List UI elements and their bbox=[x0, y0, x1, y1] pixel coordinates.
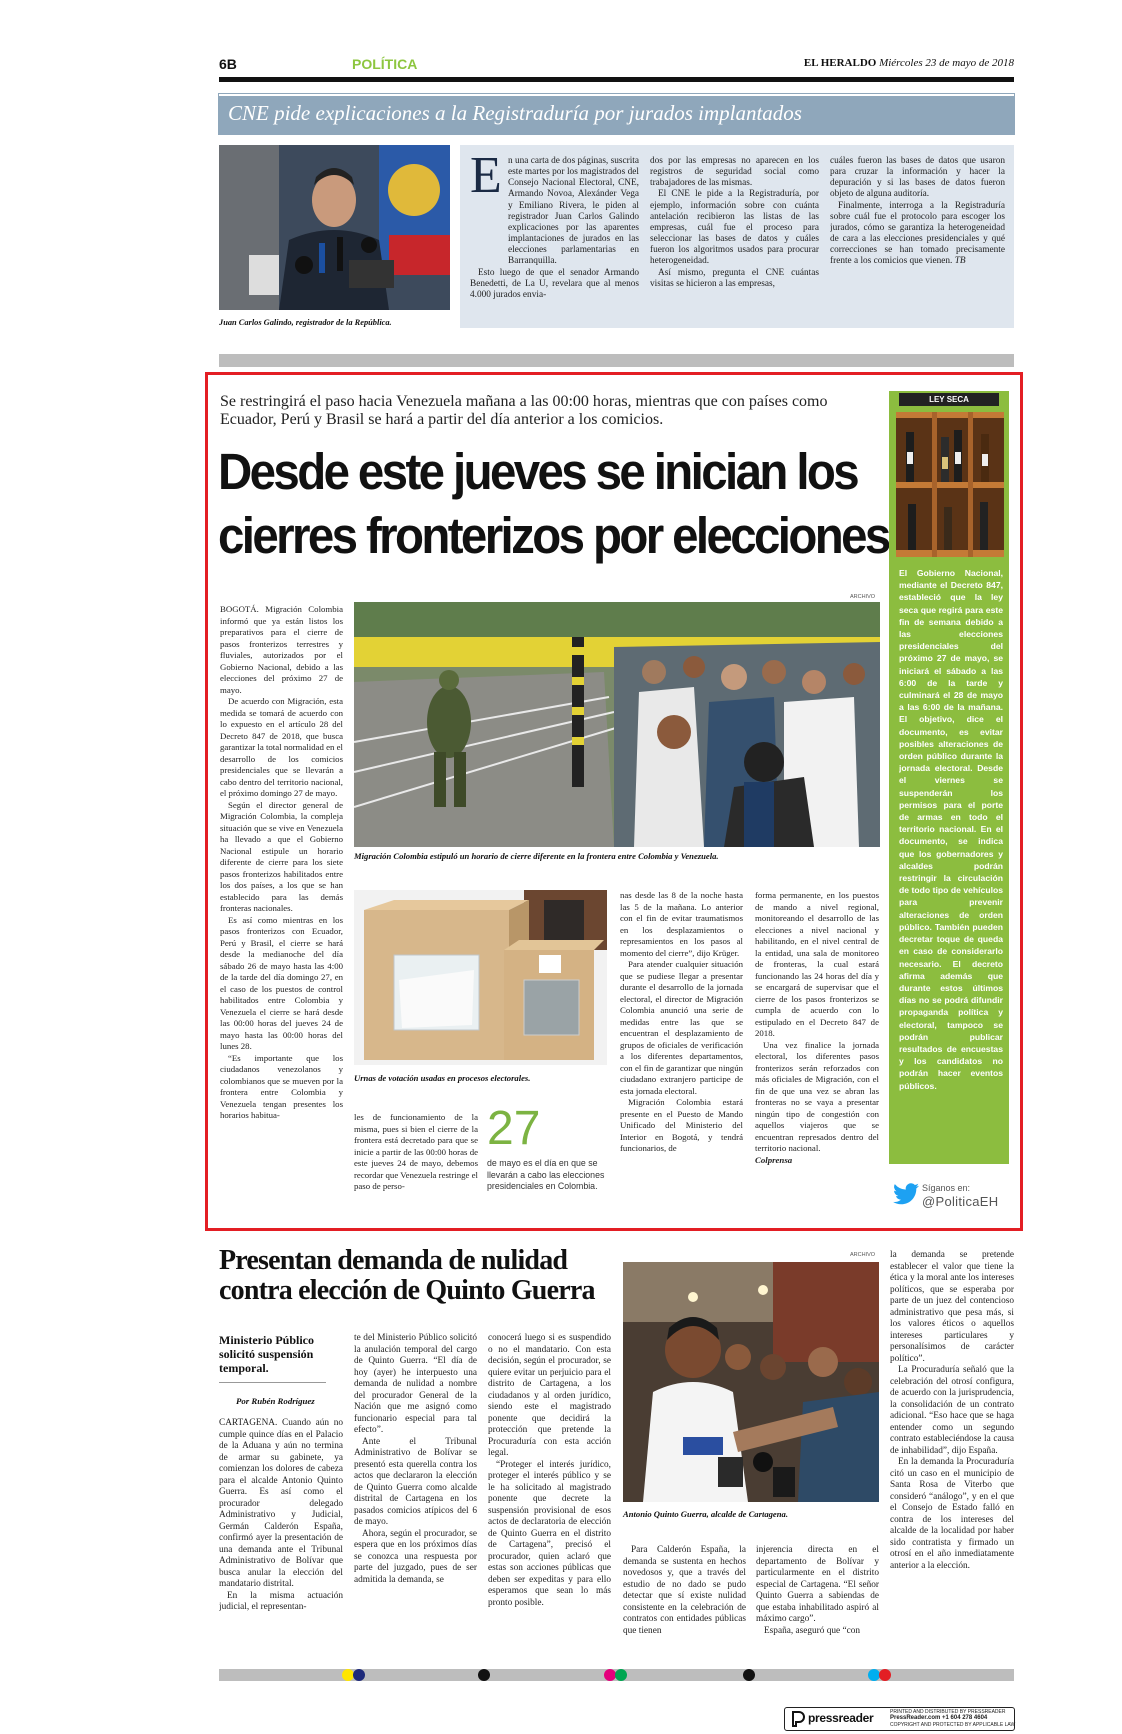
pressreader-fineprint bbox=[890, 1709, 1015, 1728]
story3-col3-p1: conocerá luego si es suspendido o no el mandatario. Con esta decisión, según el procurador, se quiere evitar un perjuicio para el distrito de Cartagena, a los ciudadanos y al orden jurídico, siendo este el magistrado ponente que decidirá la protección que pretende la Procuraduría con esta acción legal. bbox=[488, 1333, 611, 1458]
story3-byline: Por Rubén Rodríguez bbox=[236, 1396, 315, 1406]
registration-dot-red bbox=[879, 1669, 891, 1681]
story2-colB-p1: les de funcionamiento de la misma, pues si bien el cierre de la frontera está decretado para que se inicie a partir de las 00:00 horas de este jueves 24 de mayo, debemos recordar que Venezuela restringe el paso de perso- bbox=[354, 1112, 478, 1191]
sidebar-label: LEY SECA bbox=[899, 393, 999, 406]
story2-stat-number: 27 bbox=[487, 1102, 541, 1155]
story3-photo-caption: Antonio Quinto Guerra, alcalde de Cartagena. bbox=[623, 1509, 788, 1519]
pressreader-line3: COPYRIGHT AND PROTECTED BY APPLICABLE LAW bbox=[890, 1721, 1016, 1728]
story1-photo-caption: Juan Carlos Galindo, registrador de la República. bbox=[219, 318, 392, 327]
story2-colA-p4: Es así como mientras en los pasos fronterizos con Ecuador, Perú y Brasil, el cierre se hará desde la medianoche del día sábado 26 de mayo hasta las 4:00 de la tarde del día domingo 27, en el caso de los puestos de control habilitados entre Colombia y Venezuela el cierre se hará desde las 00:00 horas del jueves 24 de mayo hasta las 00:00 horas del lunes 28. bbox=[220, 914, 343, 1051]
story3-col6-p3: En la demanda la Procuraduría citó un caso en el municipio de Santa Rosa de Viterbo que consideró “análogo”, y en el que el Consejo de Estado falló en contra de los intereses del alcalde de la localidad por haber sido contratista y firmado un otrosí en el año inmediatamente anterior a la elección. bbox=[890, 1457, 1014, 1571]
story2-photo1-caption: Migración Colombia estipuló un horario de cierre diferente en la frontera entre Colombia y Venezuela. bbox=[354, 851, 719, 861]
story3-col5 bbox=[756, 1545, 879, 1660]
story1-col2-p3: Así mismo, pregunta el CNE cuántas visitas se hicieron a las empresas, bbox=[650, 267, 819, 289]
sidebar-text: El Gobierno Nacional, mediante el Decreto 847, estableció que la ley seca que regirá para este fin de semana debido a las elecciones presidenciales del próximo 27 de mayo, se iniciará el sábado a las 6:00 de la tarde y culminará el 28 de mayo a las 6:00 de la mañana. El objetivo, dice el documento, es evitar posibles alteraciones de orden público durante la jornada electoral. Desde el viernes se suspenderán los permisos para el porte de armas en todo el territorio nacional. En el documento, se indica que los gobernadores y alcaldes podrán restringir la circulación de todo tipo de vehículos para prevenir alteraciones de orden público. También pueden decretar toque de queda en caso de considerarlo necesario. El decreto afirma además que durante estos últimos días no se podrá difundir propaganda política y electoral, tampoco se podrán publicar resultados de encuestas y los candidatos no podrán hacer eventos públicos. bbox=[899, 568, 1003, 1091]
story3-col6-p1: la demanda se pretende establecer el valor que tiene la ética y la moral ante los intereses políticos, que se esperaba por parte de un juez del contencioso administrativo que pesa más, si los valores éticos o aquellos intereses particulares y personalísimos de carácter político”. bbox=[890, 1250, 1014, 1364]
pressreader-brand: pressreader bbox=[808, 1711, 874, 1725]
story1-col3-p2 bbox=[830, 201, 1005, 268]
story1-col3-p1: cuáles fueron las bases de datos que usaron para cruzar la información y hacer la depuración y si las bases de datos fueron objeto de alguna auditoría. bbox=[830, 156, 1005, 200]
story1-col1-p2: Esto luego de que el senador Armando Benedetti, de La U, revelara que al menos 4.000 jurados envia- bbox=[470, 267, 639, 300]
story3-col1-p2: En la misma actuación judicial, el representan- bbox=[219, 1590, 343, 1612]
story1-col3-text: Finalmente, interroga a la Registraduría sobre cuál fue el protocolo para escoger los jurados, cómo se garantiza la heterogeneidad de cara a las elecciones presidenciales y qué correcciones se han tomado precisamente frente a los comicios que vienen. bbox=[830, 200, 1005, 267]
story3-col5-p2: España, aseguró que “con bbox=[764, 1625, 861, 1636]
section-label: POLÍTICA bbox=[352, 56, 418, 72]
story2-headline-line2: cierres fronterizos por elecciones bbox=[218, 507, 889, 564]
pressreader-line2: PressReader.com +1 604 278 4604 bbox=[890, 1715, 988, 1722]
registration-dot-black2 bbox=[743, 1669, 755, 1681]
story2-photo2 bbox=[354, 890, 607, 1065]
registration-dot-navy bbox=[353, 1669, 365, 1681]
story1-col2 bbox=[650, 156, 819, 322]
story2-headline bbox=[218, 440, 889, 568]
twitter-icon[interactable] bbox=[893, 1183, 919, 1205]
story3-col1 bbox=[219, 1418, 343, 1660]
sidebar-photo bbox=[896, 412, 1004, 557]
story2-photo2-caption: Urnas de votación usadas en procesos electorales. bbox=[354, 1073, 531, 1083]
story2-colA-p1: BOGOTÁ. Migración Colombia informó que ya están listos los preparativos para el cierre de pasos fronterizos terrestres y fluviales, autorizados por el Gobierno Nacional, debido a las elecciones del próximo 27 de mayo. bbox=[220, 604, 343, 695]
story2-colA-p2: De acuerdo con Migración, esta medida se tomará de acuerdo con lo expuesto en el artículo 28 del Decreto 847 de 2018, que busca garantizar la total normalidad en el desarrollo de los comicios presidenciales que se llevarán a cabo dentro del territorio nacional, el próximo domingo 27 de mayo. bbox=[220, 696, 343, 798]
story3-col6-p2: La Procuraduría señaló que la celebración del otrosí configura, de acuerdo con la jurisprudencia, la consolidación de un contrato adicional. “Eso hace que se haga entender como un segundo contrato estableciéndose la causa de inhabilidad”, dijo España. bbox=[890, 1365, 1014, 1456]
story3-byline-rule bbox=[219, 1382, 326, 1383]
story2-photo-border bbox=[354, 602, 880, 847]
story3-col1-p1: CARTAGENA. Cuando aún no cumple quince días en el Palacio de la Aduana y aún no termina de armar su gabinete, ya comienzan los dolores de cabeza para el alcalde Antonio Quinto Guerra. Es así como el procurador delegado Administrativo y Judicial, Germán Calderón España, confirmó ayer la presentación de una demanda ante el Tribunal Administrativo de Bolívar que busca anular la elección del mandatario distrital. bbox=[219, 1418, 343, 1589]
story3-headline bbox=[219, 1246, 595, 1306]
story2-colD-p1: forma permanente, en los puestos de mando a nivel regional, monitoreando el desarrollo de las elecciones a nivel nacional y habilitando, en el nivel central de la entidad, una sala de monitoreo de fronteras, la cual estará funcionando las 24 horas del día y se encargará de supervisar que el cierre de los pasos fronterizos se cumpla de acuerdo con lo estipulado en el Decreto 847 de 2018. bbox=[755, 890, 879, 1038]
story2-kicker: Se restringirá el paso hacia Venezuela mañana a las 00:00 horas, mientras que con países como Ecuador, Perú y Brasil se hará a partir del día anterior a los comicios. bbox=[220, 393, 828, 428]
story3-photo-credit: ARCHIVO bbox=[850, 1252, 876, 1258]
story3-deck: Ministerio Público solicitó suspensión temporal. bbox=[219, 1333, 314, 1375]
story2-colD-p2: Una vez finalice la jornada electoral, los diferentes pasos fronterizos serán reforzados con más oficiales de Migración, con el fin de que una vez se abran las fronteras no se vaya a presentar ningún tipo de congestión con aquellos viajeros que se encuentran represados dentro del territorio nacional. bbox=[755, 1039, 879, 1153]
masthead bbox=[804, 57, 1014, 69]
story2-colA-p5: “Es importante que los ciudadanos venezolanos y colombianos que se mueven por la frontera entre Colombia y Venezuela tengan presentes los horarios habitua- bbox=[220, 1052, 343, 1120]
story2-photo-credit: ARCHIVO bbox=[850, 594, 876, 600]
story2-colC-p2: Para atender cualquier situación que se pudiese llegar a presentar durante el desarrollo de la jornada electoral, el director de Migración Colombia anunció una serie de medidas entre las que se encuentran el desplazamiento de grupos de oficiales de verificación a los diferentes departamentos, con el fin de garantizar que ningún ciudadano extranjero participe de esta jornada electoral. bbox=[620, 959, 743, 1096]
story2-colA bbox=[220, 604, 343, 1210]
story3-col6 bbox=[890, 1250, 1014, 1660]
paper-name: EL HERALDO bbox=[803, 57, 877, 69]
story3-col2-p2: Ante el Tribunal Administrativo de Bolívar se presentó esta querella contra los actos que declararon la elección de Quinto Guerra como alcalde distrital de Cartagena en los pasados comicios atípicos del 6 de mayo. bbox=[354, 1436, 477, 1527]
story3-col3-p2: “Proteger el interés jurídico, proteger el interés público y se le ha solicitado al magistrado ponente que decrete la suspensión provisional de esos actos de declaratoria de elección de Quinto Guerra en el distrito de Cartagena”, precisó el procurador, quien aclaró que estas son acciones públicas que deben ser expeditas y para ello esperamos que sean lo más pronto posible. bbox=[488, 1459, 611, 1608]
story1-signoff: TB bbox=[954, 256, 966, 267]
section-divider-bar bbox=[219, 354, 1014, 367]
story2-colD-sign: Colprensa bbox=[755, 1154, 793, 1165]
story1-col2-p1: dos por las empresas no aparecen en los registros de seguridad social como trabajadores de las mismas. bbox=[650, 156, 819, 189]
story2-stat-text: de mayo es el día en que se llevarán a cabo las elecciones presidenciales en Colombia. bbox=[487, 1158, 605, 1191]
story3-headline-line1: Presentan demanda de nulidad bbox=[219, 1245, 568, 1276]
follow-handle[interactable]: @PoliticaEH bbox=[922, 1194, 999, 1209]
story3-col5-p1: injerencia directa en el departamento de Bolívar y particularmente en el distrito especial de Cartagena. “El señor Quinto Guerra a sabiendas de que estaba inhabilitado aspiró al máximo cargo”. bbox=[756, 1545, 879, 1624]
follow-label: Síganos en: bbox=[922, 1183, 971, 1193]
story1-dropcap: E bbox=[470, 147, 502, 204]
story3-col2-p3: Ahora, según el procurador, se espera que en los próximos días se conozca una respuesta por parte del juzgado, pues de ser admitida la demanda, se bbox=[354, 1528, 477, 1585]
story2-colC-p1: nas desde las 8 de la noche hasta las 5 de la mañana. Lo anterior con el fin de evitar traumatismos en los desplazamientos o represamientos en los pasos al momento del cierre”, dijo Krüger. bbox=[620, 890, 743, 958]
pressreader-line1: PRINTED AND DISTRIBUTED BY PRESSREADER bbox=[890, 1709, 1006, 1715]
story1-headline: CNE pide explicaciones a la Registraduría por jurados implantados bbox=[228, 101, 802, 125]
story3-headline-line2: contra elección de Quinto Guerra bbox=[219, 1275, 595, 1306]
story2-colB bbox=[354, 1112, 478, 1210]
story2-colC-p3: Migración Colombia estará presente en el Puesto de Mando Unificado del Ministerio del Interior en Bogotá, y tendrá funcionarios, de bbox=[620, 1097, 743, 1153]
registration-dot-green bbox=[615, 1669, 627, 1681]
story1-col2-p2: El CNE le pide a la Registraduría, por ejemplo, información sobre con cuánta antelación recibieron las listas de las empresas, cuál fue el proceso para seleccionar las bases de datos y cuáles fueron los algoritmos usados para procurar heterogeneidad. bbox=[650, 189, 819, 267]
story3-col2-p1: te del Ministerio Público solicitó la anulación temporal del cargo de Quinto Guerra. “El día de hoy (ayer) he interpuesto una demanda de nulidad a nombre del procurador General de la Nación que me asignó como funcionario especial para tal efecto”. bbox=[354, 1333, 477, 1435]
story1-col1-p1: n una carta de dos páginas, suscrita este martes por los magistrados del Consejo Nacional Electoral, CNE, Armando Novoa, Alexánder Vega y Emiliano Rivera, le piden al registrador Juan Carlos Galindo explicaciones por las aparentes implantaciones de jurados en las elecciones parlamentarias en Barranquilla. bbox=[508, 156, 639, 267]
story2-colA-p3: Según el director general de Migración Colombia, la compleja situación que se vive en Venezuela ha llevado a que el Gobierno Nacional estipule un horario diferente de cierre para los siete pasos fronterizos habilitados entre los dos países, a los que se han establecido para las demás fronteras nacionales. bbox=[220, 799, 343, 913]
story3-col3 bbox=[488, 1333, 611, 1660]
header-rule bbox=[219, 77, 1014, 82]
story2-colD bbox=[755, 890, 879, 1210]
story3-col2 bbox=[354, 1333, 477, 1660]
registration-dot-black1 bbox=[478, 1669, 490, 1681]
story2-headline-line1: Desde este jueves se inician los bbox=[218, 443, 858, 500]
story3-col4 bbox=[623, 1545, 746, 1660]
pressreader-logo-icon bbox=[791, 1711, 805, 1727]
issue-date: Miércoles 23 de mayo de 2018 bbox=[879, 57, 1014, 69]
story3-photo bbox=[623, 1262, 879, 1502]
story1-photo bbox=[219, 145, 450, 310]
story2-colC bbox=[620, 890, 743, 1210]
story1-col3 bbox=[830, 156, 1005, 322]
story1-col1 bbox=[470, 156, 639, 322]
page-number: 6B bbox=[219, 56, 237, 72]
story3-col4-p1: Para Calderón España, la demanda se sustenta en hechos novedosos y, que a través del estudio de no dado se pudo detectar que sí existe nulidad consistente en la celebración de contratos con entidades públicas que tienen bbox=[623, 1545, 746, 1636]
